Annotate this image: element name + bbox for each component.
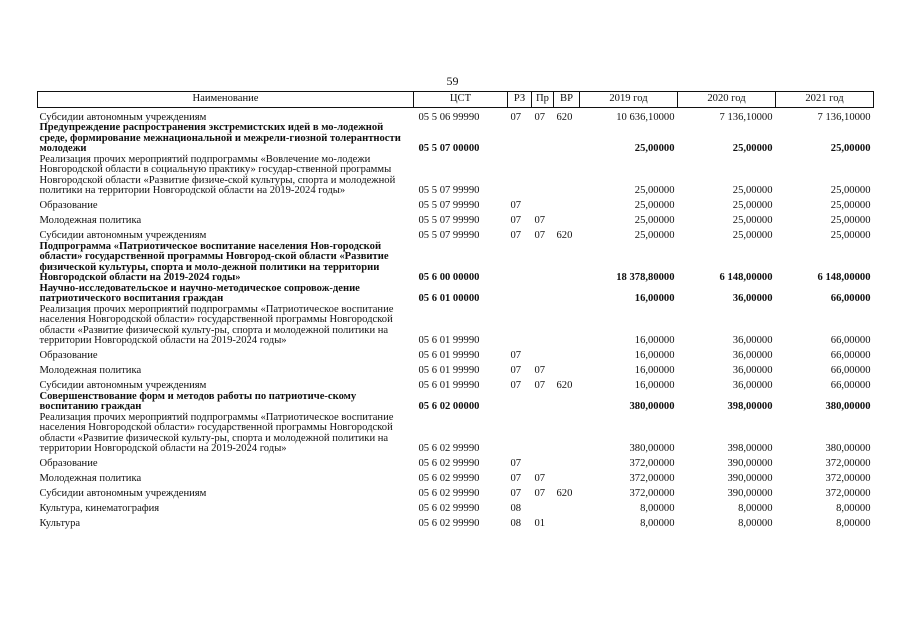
table-row [38, 212, 874, 227]
header-name: Наименование [38, 92, 414, 108]
row-value-2020: 36,00000 [732, 293, 773, 304]
row-value-2021: 8,00000 [836, 503, 871, 514]
table-row [38, 485, 874, 500]
row-pr [532, 284, 554, 305]
row-value-2019: 380,00000 [629, 443, 675, 454]
header-vr: ВР [554, 92, 580, 108]
row-rz: 07 [510, 230, 522, 241]
row-value-2019: 25,00000 [634, 215, 675, 226]
row-rz: 07 [510, 215, 522, 226]
row-value-2020: 7 136,10000 [719, 111, 773, 123]
row-pr [532, 347, 554, 362]
row-value-2020: 25,00000 [732, 215, 773, 226]
row-cst: 05 6 02 99990 [418, 488, 480, 499]
row-vr [554, 305, 580, 347]
row-value-2019: 8,00000 [640, 518, 675, 529]
row-name: Реализация прочих мероприятий подпрограммы «Патриотическое воспитание населения Новгородской области» государственной программы Новгородской области «Развитие физической культу-ры, спорта и молодежной политики на территории Новгородской области на 2019-2024 годы» [39, 303, 394, 346]
row-vr [554, 515, 580, 530]
row-value-2020: 25,00000 [732, 200, 773, 211]
row-value-2019: 16,00000 [634, 350, 675, 361]
row-value-2021: 25,00000 [830, 200, 871, 211]
row-vr: 620 [556, 488, 573, 499]
row-cst: 05 5 06 99990 [418, 111, 480, 123]
row-value-2021: 66,00000 [830, 293, 871, 304]
table-row [38, 455, 874, 470]
header-2019: 2019 год [580, 92, 678, 108]
row-vr [554, 392, 580, 413]
row-cst: 05 6 02 99990 [418, 458, 480, 469]
header-rz: РЗ [508, 92, 532, 108]
row-value-2021: 6 148,00000 [817, 272, 871, 283]
row-name: Реализация прочих мероприятий подпрограммы «Вовлечение мо-лодежи Новгородской области в социальную практику» государ-ственной программы Новгородской области «Развитие физиче-ской культуры, спорта и молодежной политики на территории Новгородской области на 2019-2024 годы» [39, 153, 396, 196]
table-row [38, 470, 874, 485]
row-rz: 07 [510, 200, 522, 211]
table-row [38, 108, 874, 124]
row-value-2020: 8,00000 [738, 503, 773, 514]
row-name: Молодежная политика [39, 215, 142, 226]
row-rz: 07 [510, 458, 522, 469]
row-pr [532, 155, 554, 197]
row-cst: 05 6 01 99990 [418, 380, 480, 391]
row-pr: 07 [534, 230, 546, 241]
row-value-2020: 36,00000 [732, 350, 773, 361]
row-value-2021: 66,00000 [830, 350, 871, 361]
row-vr [554, 455, 580, 470]
row-value-2021: 372,00000 [825, 488, 871, 499]
row-name: Молодежная политика [39, 473, 142, 484]
table-row [38, 413, 874, 455]
row-pr [532, 305, 554, 347]
row-value-2019: 25,00000 [634, 143, 675, 154]
row-rz: 07 [510, 111, 522, 123]
table-row [38, 515, 874, 530]
row-vr [554, 197, 580, 212]
row-cst: 05 6 00 00000 [418, 272, 480, 283]
row-pr: 01 [534, 518, 546, 529]
row-vr [554, 212, 580, 227]
row-value-2019: 372,00000 [629, 488, 675, 499]
row-value-2021: 380,00000 [825, 443, 871, 454]
row-value-2019: 10 636,10000 [616, 111, 675, 123]
row-vr: 620 [556, 230, 573, 241]
row-pr [532, 455, 554, 470]
row-value-2019: 18 378,80000 [616, 272, 675, 283]
row-value-2019: 25,00000 [634, 200, 675, 211]
row-rz [508, 305, 532, 347]
row-pr: 07 [534, 111, 546, 123]
row-vr [554, 123, 580, 155]
row-name: Культура [39, 518, 81, 529]
row-name: Реализация прочих мероприятий подпрограммы «Патриотическое воспитание населения Новгородской области» государственной программы Новгородской области «Развитие физической культу-ры, спорта и молодежной политики на территории Новгородской области на 2019-2024 годы» [39, 411, 394, 454]
row-rz: 07 [510, 488, 522, 499]
row-vr [554, 155, 580, 197]
table-row [38, 197, 874, 212]
row-rz: 07 [510, 350, 522, 361]
row-cst: 05 5 07 99990 [418, 215, 480, 226]
row-value-2019: 16,00000 [634, 380, 675, 391]
row-vr [554, 413, 580, 455]
row-pr [532, 123, 554, 155]
row-cst: 05 5 07 00000 [418, 143, 480, 154]
row-name: Подпрограмма «Патриотическое воспитание населения Нов-городской области» государственной программы Новгород-ской области «Развитие физической культуры, спорта и моло-дежной политики на территории Новгородской области на 2019-2024 годы» [39, 240, 389, 283]
row-value-2020: 6 148,00000 [719, 272, 773, 283]
row-pr: 07 [534, 488, 546, 499]
header-2021: 2021 год [776, 92, 874, 108]
row-name: Молодежная политика [39, 365, 142, 376]
row-name: Культура, кинематография [39, 503, 160, 514]
row-cst: 05 6 02 99990 [418, 503, 480, 514]
row-value-2021: 372,00000 [825, 458, 871, 469]
row-name: Субсидии автономным учреждениям [39, 111, 207, 123]
row-rz: 08 [510, 503, 522, 514]
row-cst: 05 6 02 99990 [418, 518, 480, 529]
row-rz [508, 284, 532, 305]
row-pr [532, 197, 554, 212]
row-pr [532, 413, 554, 455]
row-rz: 07 [510, 365, 522, 376]
row-value-2021: 25,00000 [830, 185, 871, 196]
table-header-row [38, 92, 874, 108]
row-cst: 05 6 02 00000 [418, 401, 480, 412]
row-rz [508, 123, 532, 155]
row-cst: 05 5 07 99990 [418, 230, 480, 241]
row-cst: 05 6 01 99990 [418, 350, 480, 361]
row-value-2020: 398,00000 [727, 401, 773, 412]
row-value-2020: 36,00000 [732, 380, 773, 391]
row-cst: 05 5 07 99990 [418, 185, 480, 196]
row-vr: 620 [556, 111, 573, 123]
page-number: 59 [446, 74, 459, 88]
row-rz [508, 413, 532, 455]
row-name: Научно-исследовательское и научно-методическое сопровож-дение патриотического воспитания граждан [39, 282, 360, 304]
row-value-2020: 390,00000 [727, 458, 773, 469]
budget-table [37, 91, 874, 530]
row-value-2019: 372,00000 [629, 458, 675, 469]
row-vr [554, 500, 580, 515]
header-cst: ЦСТ [414, 92, 508, 108]
row-rz: 07 [510, 473, 522, 484]
row-value-2021: 66,00000 [830, 335, 871, 346]
row-rz [508, 155, 532, 197]
row-pr [532, 500, 554, 515]
row-vr [554, 362, 580, 377]
table-row [38, 500, 874, 515]
row-pr [532, 242, 554, 284]
row-value-2021: 8,00000 [836, 518, 871, 529]
row-value-2020: 25,00000 [732, 230, 773, 241]
row-vr [554, 284, 580, 305]
row-name: Субсидии автономным учреждениям [39, 488, 207, 499]
row-name: Образование [39, 458, 98, 469]
row-cst: 05 5 07 99990 [418, 200, 480, 211]
row-value-2021: 66,00000 [830, 365, 871, 376]
row-cst: 05 6 01 99990 [418, 335, 480, 346]
row-pr: 07 [534, 473, 546, 484]
row-value-2021: 7 136,10000 [817, 111, 871, 123]
row-value-2019: 16,00000 [634, 335, 675, 346]
row-value-2019: 372,00000 [629, 473, 675, 484]
row-pr: 07 [534, 380, 546, 391]
row-name: Совершенствование форм и методов работы по патриотиче-скому воспитанию граждан [39, 390, 357, 412]
row-name: Субсидии автономным учреждениям [39, 230, 207, 241]
row-value-2021: 66,00000 [830, 380, 871, 391]
row-value-2019: 16,00000 [634, 293, 675, 304]
row-value-2020: 390,00000 [727, 473, 773, 484]
row-value-2020: 390,00000 [727, 488, 773, 499]
row-value-2021: 25,00000 [830, 215, 871, 226]
row-vr [554, 470, 580, 485]
table-row [38, 392, 874, 413]
table-row [38, 284, 874, 305]
table-row [38, 242, 874, 284]
row-cst: 05 6 02 99990 [418, 443, 480, 454]
row-rz: 08 [510, 518, 522, 529]
row-value-2021: 372,00000 [825, 473, 871, 484]
row-value-2019: 16,00000 [634, 365, 675, 376]
table-row [38, 305, 874, 347]
row-value-2021: 380,00000 [825, 401, 871, 412]
row-pr: 07 [534, 365, 546, 376]
table-row [38, 347, 874, 362]
row-value-2020: 398,00000 [727, 443, 773, 454]
table-body [38, 108, 874, 530]
row-cst: 05 6 02 99990 [418, 473, 480, 484]
row-pr: 07 [534, 215, 546, 226]
row-cst: 05 6 01 00000 [418, 293, 480, 304]
row-name: Образование [39, 350, 98, 361]
row-rz [508, 392, 532, 413]
row-value-2020: 25,00000 [732, 185, 773, 196]
table-row [38, 362, 874, 377]
row-name: Предупреждение распространения экстремистских идей в мо-лодежной среде, формирование межнациональной и межрели-гиозной толерантности молодежи [39, 122, 401, 154]
row-value-2020: 25,00000 [732, 143, 773, 154]
table-row [38, 227, 874, 242]
header-pr: Пр [532, 92, 554, 108]
row-value-2020: 8,00000 [738, 518, 773, 529]
table-row [38, 155, 874, 197]
row-value-2019: 25,00000 [634, 185, 675, 196]
table-row [38, 123, 874, 155]
row-value-2020: 36,00000 [732, 365, 773, 376]
row-value-2021: 25,00000 [830, 230, 871, 241]
row-value-2019: 8,00000 [640, 503, 675, 514]
row-vr [554, 347, 580, 362]
table-row [38, 377, 874, 392]
row-rz: 07 [510, 380, 522, 391]
header-2020: 2020 год [678, 92, 776, 108]
row-value-2020: 36,00000 [732, 335, 773, 346]
row-value-2021: 25,00000 [830, 143, 871, 154]
row-value-2019: 380,00000 [629, 401, 675, 412]
row-vr: 620 [556, 380, 573, 391]
row-value-2019: 25,00000 [634, 230, 675, 241]
row-name: Субсидии автономным учреждениям [39, 380, 207, 391]
row-name: Образование [39, 200, 98, 211]
row-cst: 05 6 01 99990 [418, 365, 480, 376]
row-vr [554, 242, 580, 284]
row-pr [532, 392, 554, 413]
row-rz [508, 242, 532, 284]
